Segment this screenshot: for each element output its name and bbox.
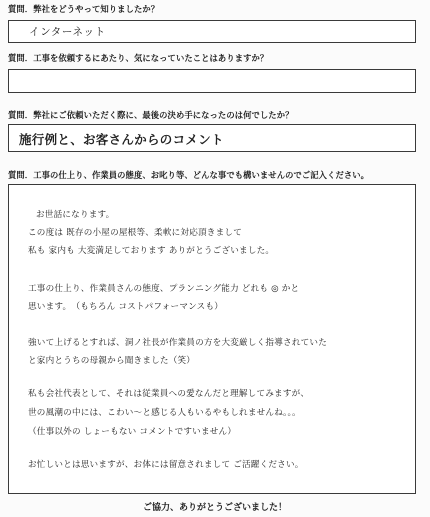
answer-1-text: インターネット xyxy=(29,26,106,38)
comment-line: 私も 家内も 大変満足しております ありがとうございました。 xyxy=(28,246,275,256)
comment-line: お忙しいとは思いますが、お体には留意されまして ご活躍ください。 xyxy=(28,460,304,470)
answer-box-3 xyxy=(8,124,416,152)
question-2: 質問．工事を依頼するにあたり、気になっていたことはありますか？ xyxy=(8,53,269,63)
comment-line: 私も会社代表として、それは従業員への愛なんだと理解してみますが、 xyxy=(28,389,310,399)
question-3: 質問．弊社にご依頼いただく際に、最後の決め手になったのは何でしたか？ xyxy=(8,110,294,120)
comment-line: と家内とうちの母親から聞きました（笑） xyxy=(28,356,196,366)
comment-line: 思います。 （もちろん コストパフォーマンスも） xyxy=(28,302,224,312)
comment-line: 強いて上げるとすれば、洞ノ社長が作業員の方を大変厳しく指導されていた xyxy=(28,338,327,348)
answer-3-text: 施行例と、お客さんからのコメント xyxy=(19,132,224,147)
footer-thanks: ご協力、ありがとうございました！ xyxy=(142,503,287,513)
comment-line: お世話になります。 xyxy=(36,210,115,220)
comment-line: この度は 既存の小屋の屋根等、柔軟に対応頂きまして xyxy=(28,228,242,238)
answer-box-2 xyxy=(8,69,416,93)
comment-line: 世の風潮の中には、こわい～と感じる人もいるやもしれませんね。。。 xyxy=(28,408,301,418)
question-1: 質問．弊社をどうやって知りましたか？ xyxy=(8,4,160,14)
comment-line: （仕事以外の しょーもない コメントですいません） xyxy=(28,427,237,437)
question-4: 質問．工事の仕上り、作業員の態度、お叱り等、どんな事でも構いませんのでご記入ください。 xyxy=(8,170,370,180)
answer-box-1 xyxy=(8,20,416,43)
comment-line: 工事の仕上り、作業員さんの態度、プランニング能力 どれも ◎ かと xyxy=(28,284,300,294)
